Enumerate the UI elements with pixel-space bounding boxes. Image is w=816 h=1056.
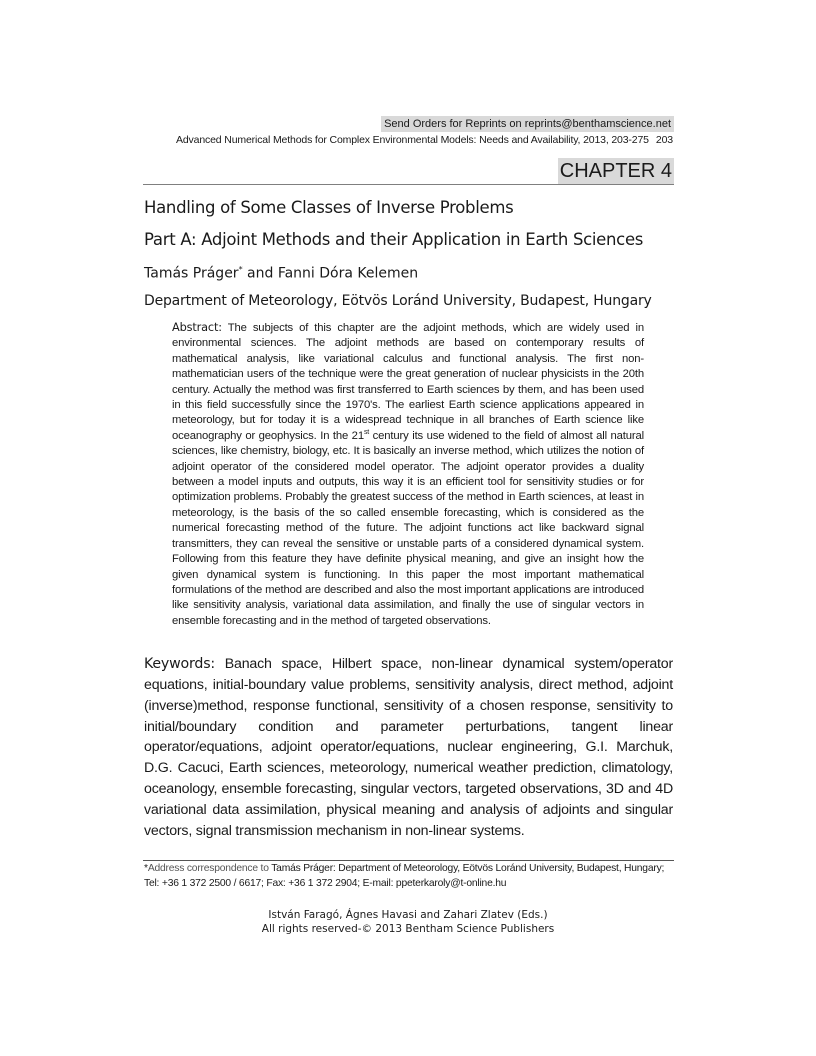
footnote-mark: * bbox=[144, 863, 148, 874]
abstract bbox=[172, 320, 644, 629]
footnote-author: Tamás Práger bbox=[268, 863, 333, 874]
author-list bbox=[144, 261, 418, 283]
author-joiner: and bbox=[242, 265, 278, 282]
affiliation: Department of Meteorology, Eötvös Loránd University, Budapest, Hungary bbox=[144, 293, 652, 309]
abstract-text-part-2: century its use widened to the field of almost all natural sciences, like chemistry, biology, etc. It is basically an inverse method, which utilizes the notion of adjoint operator of the considered model operator. The adjoint operator provides a duality between a model inputs and outputs, this way it is an efficient tool for sensitivity studies or for optimization problems. Probably the greatest success of the method in Earth sciences, at least in meteorology, is the basis of the so called ensemble forecasting, which is considered as the numerical forecasting method of the future. The adjoint functions act like backward signal transmitters, they can reveal the sensitive or unstable parts of a considered dynamical system. Following from this feature they have definite physical meaning, and give an insight how the given dynamical system is functioning. In this paper the most important mathematical formulations of the method are described and also the most important applications are introduced like sensitivity analysis, variational data assimilation, and finally the use of singular vectors in ensemble forecasting and in the method of targeted observations. bbox=[172, 429, 644, 627]
keywords-label: Keywords: bbox=[144, 656, 215, 672]
ordinal-superscript: st bbox=[363, 429, 370, 437]
author-2: Fanni Dóra Kelemen bbox=[277, 265, 419, 282]
chapter-label: CHAPTER 4 bbox=[559, 160, 672, 182]
chapter-title: Handling of Some Classes of Inverse Problems bbox=[144, 198, 514, 217]
header-rule bbox=[143, 184, 674, 185]
abstract-label: Abstract: bbox=[172, 321, 222, 334]
journal-header bbox=[176, 133, 673, 147]
footnote-label: Address correspondence to bbox=[147, 863, 269, 874]
author-1: Tamás Práger bbox=[144, 265, 239, 282]
abstract-text-part-1: The subjects of this chapter are the adjoint methods, which are widely used in environmental sciences. The adjoint methods are based on contemporary results of mathematical analysis, like variational calculus and functional analysis. The first non-mathematician users of the technique were the great generation of nuclear physicists in the 20th century. Actually the method was first transferred to Earth sciences by them, and has been used in this field successfully since the 1970's. The earliest Earth science applications appeared in meteorology, but for today it is a widespread technique in all branches of Earth science like oceanography or geophysics. In the 21 bbox=[172, 322, 644, 442]
keywords-text: Banach space, Hilbert space, non-linear dynamical system/operator equations, initial-boundary value problems, sensitivity analysis, direct method, adjoint (inverse)method, response functional, sensitivity of a chosen response, sensitivity to initial/boundary condition and parameter perturbations, tangent linear operator/equations, adjoint operator/equations, nuclear engineering, G.I. Marchuk, D.G. Cacuci, Earth sciences, meteorology, numerical weather prediction, climatology, oceanology, ensemble forecasting, singular vectors, targeted observations, 3D and 4D variational data assimilation, physical meaning and analysis of adjoints and singular vectors, signal transmission mechanism in non-linear systems. bbox=[144, 656, 673, 839]
reprint-notice: Send Orders for Reprints on reprints@benthamscience.net bbox=[381, 116, 674, 132]
copyright-notice: All rights reserved-© 2013 Bentham Science Publishers bbox=[261, 923, 555, 935]
footnote bbox=[144, 861, 679, 891]
page-number: 203 bbox=[655, 134, 673, 146]
keywords bbox=[144, 654, 673, 842]
footnote-text: : Department of Meteorology, Eötvös Loránd University, Budapest, Hungary; Tel: +36 1 372 2500 / 6617; Fax: +36 1 372 2904; E-mail: ppeterkaroly@t-online.hu bbox=[144, 863, 665, 889]
corresponding-author-mark: * bbox=[238, 265, 243, 274]
book-editors: István Faragó, Ágnes Havasi and Zahari Zlatev (Eds.) bbox=[268, 909, 548, 921]
chapter-subtitle: Part A: Adjoint Methods and their Application in Earth Sciences bbox=[144, 230, 644, 249]
journal-citation: Advanced Numerical Methods for Complex Environmental Models: Needs and Availability, 2013, 203-275 bbox=[176, 134, 649, 146]
